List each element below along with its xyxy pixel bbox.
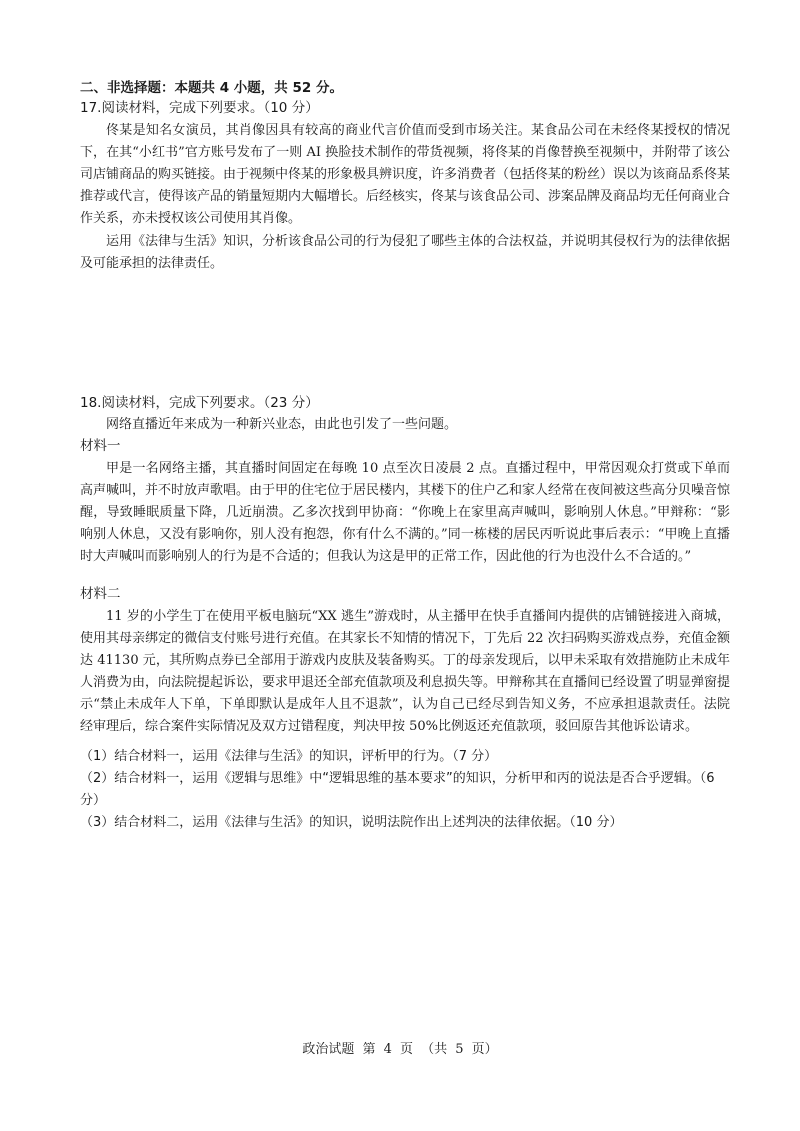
q18-subquestion-2: （2）结合材料一，运用《逻辑与思维》中“逻辑思维的基本要求”的知识，分析甲和丙的说法是否合乎逻辑。（6 分） [80,771,715,808]
section-title: 二、非选择题：本题共 4 小题，共 52 分。 [80,80,343,96]
material2-text: 11 岁的小学生丁在使用平板电脑玩“XX 逃生”游戏时，从主播甲在快手直播间内提供的店铺链接进入商城，使用其母亲绑定的微信支付账号进行充值。在其家长不知情的情况下，丁先后 22 次扫码购买游戏点券，充值金额达 41130 元，其所购点券已全部用于游戏内皮肤及装备购买。丁的母亲发现后，以甲未采取有效措施防止未成年人消费为由，向法院提起诉讼，要求甲退还全部充值款项及利息损失等。甲辩称其在直播间已经设置了明显弹窗提示“禁止未成年人下单，下单即默认是成年人且不退款”，认为自己已经尽到告知义务，不应承担退款责任。法院经审理后，综合案件实际情况及双方过错程度，判决甲按 50%比例返还充值款项，驳回原告其他诉讼请求。 [80,609,731,734]
page-footer: 政治试题 第 4 页 （共 5 页） [302,1042,498,1057]
q18-subquestion-1: （1）结合材料一，运用《法律与生活》的知识，评析甲的行为。（7 分） [80,749,498,764]
material1-label: 材料一 [80,438,121,454]
q18-subquestion-3: （3）结合材料二，运用《法律与生活》的知识，说明法院作出上述判决的法律依据。（10 分） [80,815,623,830]
material2-label: 材料二 [80,586,121,602]
q18-heading: 18.阅读材料，完成下列要求。（23 分） [80,395,319,411]
q18-intro: 网络直播近年来成为一种新兴业态，由此也引发了一些问题。 [106,417,458,432]
q17-material: 佟某是知名女演员，其肖像因具有较高的商业代言价值而受到市场关注。某食品公司在未经佟某授权的情况下，在其“小红书”官方账号发布了一则 AI 换脸技术制作的带货视频，将佟某的肖像替换至视频中，并附带了该公司店铺商品的购买链接。由于视频中佟某的形象极具辨识度，许多消费者（包括佟某的粉丝）误以为该商品系佟某推荐或代言，使得该产品的销量短期内大幅增长。后经核实，佟某与该食品公司、涉案品牌及商品均无任何商业合作关系，亦未授权该公司使用其肖像。 [80,123,731,226]
q17-heading: 17.阅读材料，完成下列要求。（10 分） [80,100,319,116]
q17-question: 运用《法律与生活》知识，分析该食品公司的行为侵犯了哪些主体的合法权益，并说明其侵权行为的法律依据及可能承担的法律责任。 [80,234,731,271]
material1-text: 甲是一名网络主播，其直播时间固定在每晚 10 点至次日凌晨 2 点。直播过程中，甲常因观众打赏或下单而高声喊叫，并不时放声歌唱。由于甲的住宅位于居民楼内，其楼下的住户乙和家人经常在夜间被这些高分贝噪音惊醒，导致睡眠质量下降，几近崩溃。乙多次找到甲协商：“你晚上在家里高声喊叫，影响别人休息。”甲辩称：“影响别人休息，又没有影响你，别人没有抱怨，你有什么不满的。”同一栋楼的居民丙听说此事后表示：“甲晚上直播时大声喊叫而影响别人的行为是不合适的；但我认为这是甲的正常工作，因此他的行为也没什么不合适的。” [80,461,731,564]
